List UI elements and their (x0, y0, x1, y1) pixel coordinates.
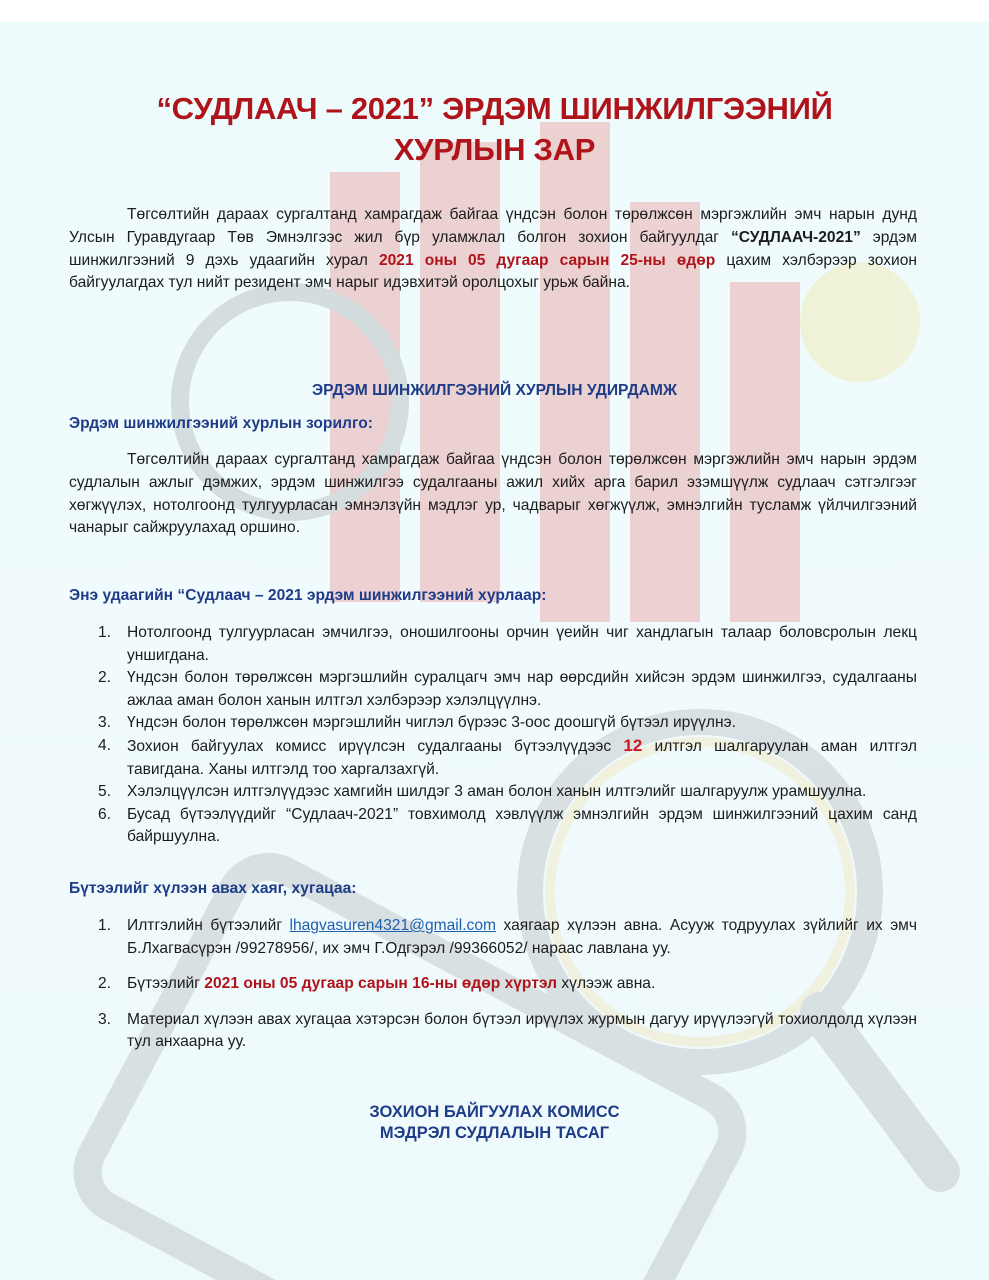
list-text: Материал хүлээн авах хугацаа хэтэрсэн болон бүтээл ирүүлэх журмын дагуу ирүүлээгүй тохиолдолд хүлээн тул анхаарна уу. (127, 1010, 917, 1051)
submission-heading: Бүтээлийг хүлээн авах хаяг, хугацаа: (69, 880, 357, 897)
guidelines-heading: ЭРДЭМ ШИНЖИЛГЭЭНИЙ ХУРЛЫН УДИРДАМЖ (312, 382, 677, 399)
list-item (95, 1009, 917, 1054)
intro-text: цахим хэлбэрээр зохион байгуулагдах тул нийт резидент эмч нарыг идэвхитэй оролцохыг урьж байна. (69, 251, 918, 292)
list-text: Илтгэлийн бүтээлийг (127, 917, 290, 934)
list-item (95, 915, 917, 960)
list-text: Хэлэлцүүлсэн илтгэлүүдээс хамгийн шилдэг 3 аман болон ханын илтгэлийг шалгаруулж урамшуулна. (127, 783, 867, 801)
list-number: 3. (98, 1010, 112, 1028)
list-text: Нотолгоонд тулгуурласан эмчилгээ, оношилгооны орчин үеийн чиг хандлагын талаар боловсролын лекц уншигдана. (127, 624, 917, 664)
list-item (95, 712, 917, 735)
list-text: Бусад бүтээлүүдийг “Судлаач-2021” товхимолд хэвлүүлж эмнэлгийн эрдэм шинжилгээний цахим санд байршуулна. (127, 805, 917, 846)
list-number: 3. (98, 714, 112, 732)
list-text: Зохион байгуулах комисс ирүүлсэн судалгааны бүтээлүүдээс (127, 737, 624, 755)
list-item (95, 804, 917, 849)
list-text: хаягаар хүлээн авна. Асууж тодруулах зүйлийг их эмч Б.Лхагвасүрэн /99278956/, их эмч Г.Одгэрэл /99366052/ нараас лавлана уу. (127, 917, 917, 957)
page-title (60, 88, 929, 170)
deadline-date: 2021 оны 05 дугаар сарын 16-ны өдөр хүртэл (204, 975, 558, 993)
list-text: Үндсэн болон төрөлжсөн мэргэшлийн суралцагч эмч нар өөрсдийн хийсэн эрдэм шинжилгээ, судалгааны ажлаа аман болон ханын илтгэл хэлбэрээр хэлэлцүүлнэ. (127, 669, 917, 709)
list-item (95, 781, 917, 804)
title-line-2: ХУРЛЫН ЗАР (393, 132, 596, 167)
list-number: 5. (98, 783, 112, 801)
list-item (95, 667, 917, 712)
title-line-1: “СУДЛААЧ – 2021” ЭРДЭМ ШИНЖИЛГЭЭНИЙ (156, 91, 833, 126)
intro-text: Төгсөлтийн дараах сургалтанд хамрагдаж байгаа үндсэн болон төрөлжсөн мэргэжлийн эмч нарын дунд Улсын Гуравдугаар Төв Эмнэлгээс жил бүр уламжлал болгон зохион байгуулдаг (69, 206, 917, 246)
intro-paragraph (69, 204, 917, 295)
list-number: 2. (98, 669, 112, 687)
program-heading: Энэ удаагийн “Судлаач – 2021 эрдэм шинжилгээний хурлаар: (69, 587, 547, 604)
list-text: илтгэл шалгаруулан аман илтгэл тавигдана. Ханы илтгэлд тоо харгалзахгүй. (127, 737, 917, 778)
list-text: Үндсэн болон төрөлжсөн мэргэшлийн чиглэл бүрээс 3-оос доошгүй бүтээл ирүүлнэ. (127, 714, 736, 732)
list-number: 6. (98, 805, 112, 823)
goal-paragraph: Төгсөлтийн дараах сургалтанд хамрагдаж байгаа үндсэн болон төрөлжсөн мэргэжлийн эмч нарын эрдэм судлалын ажлыг дэмжих, эрдэм шинжилгээ судалгааны ажил хийх арга барил эзэмшүүлж судлаач сэтгэлгээг хөгжүүлэх, нотолгоонд тулгуурласан эмнэлзүйн мэдлэг ур, чадварыг хөгжүүлж, эмнэлгийн тусламж үйлчилгээний чанарыг сайжруулахад оршино. (69, 451, 917, 537)
event-date: 2021 оны 05 дугаар сарын 25-ны өдөр (378, 251, 716, 269)
list-number: 2. (98, 975, 112, 993)
document-page (0, 22, 989, 1280)
list-item (95, 973, 917, 996)
program-list (95, 622, 917, 849)
department-name: МЭДРЭЛ СУДЛАЛЫН ТАСАГ (379, 1124, 610, 1142)
list-item (95, 735, 917, 781)
signature-block (60, 1102, 929, 1144)
organizer-name: ЗОХИОН БАЙГУУЛАХ КОМИСС (369, 1103, 620, 1121)
email-link[interactable]: lhagvasuren4321@gmail.com (289, 917, 497, 934)
event-name: “СУДЛААЧ-2021” (730, 228, 861, 246)
list-number: 1. (98, 917, 112, 934)
goal-heading: Эрдэм шинжилгээний хурлын зорилго: (69, 415, 373, 432)
list-number: 4. (98, 736, 112, 754)
submission-list (95, 915, 917, 1067)
highlight-count: 12 (623, 735, 643, 755)
intro-text: эрдэм шинжилгээний 9 дэхь удаагийн хурал (69, 228, 917, 269)
list-item (95, 622, 917, 667)
list-text: Бүтээлийг (127, 975, 205, 993)
list-text: хүлээж авна. (557, 975, 656, 993)
list-number: 1. (98, 624, 112, 641)
